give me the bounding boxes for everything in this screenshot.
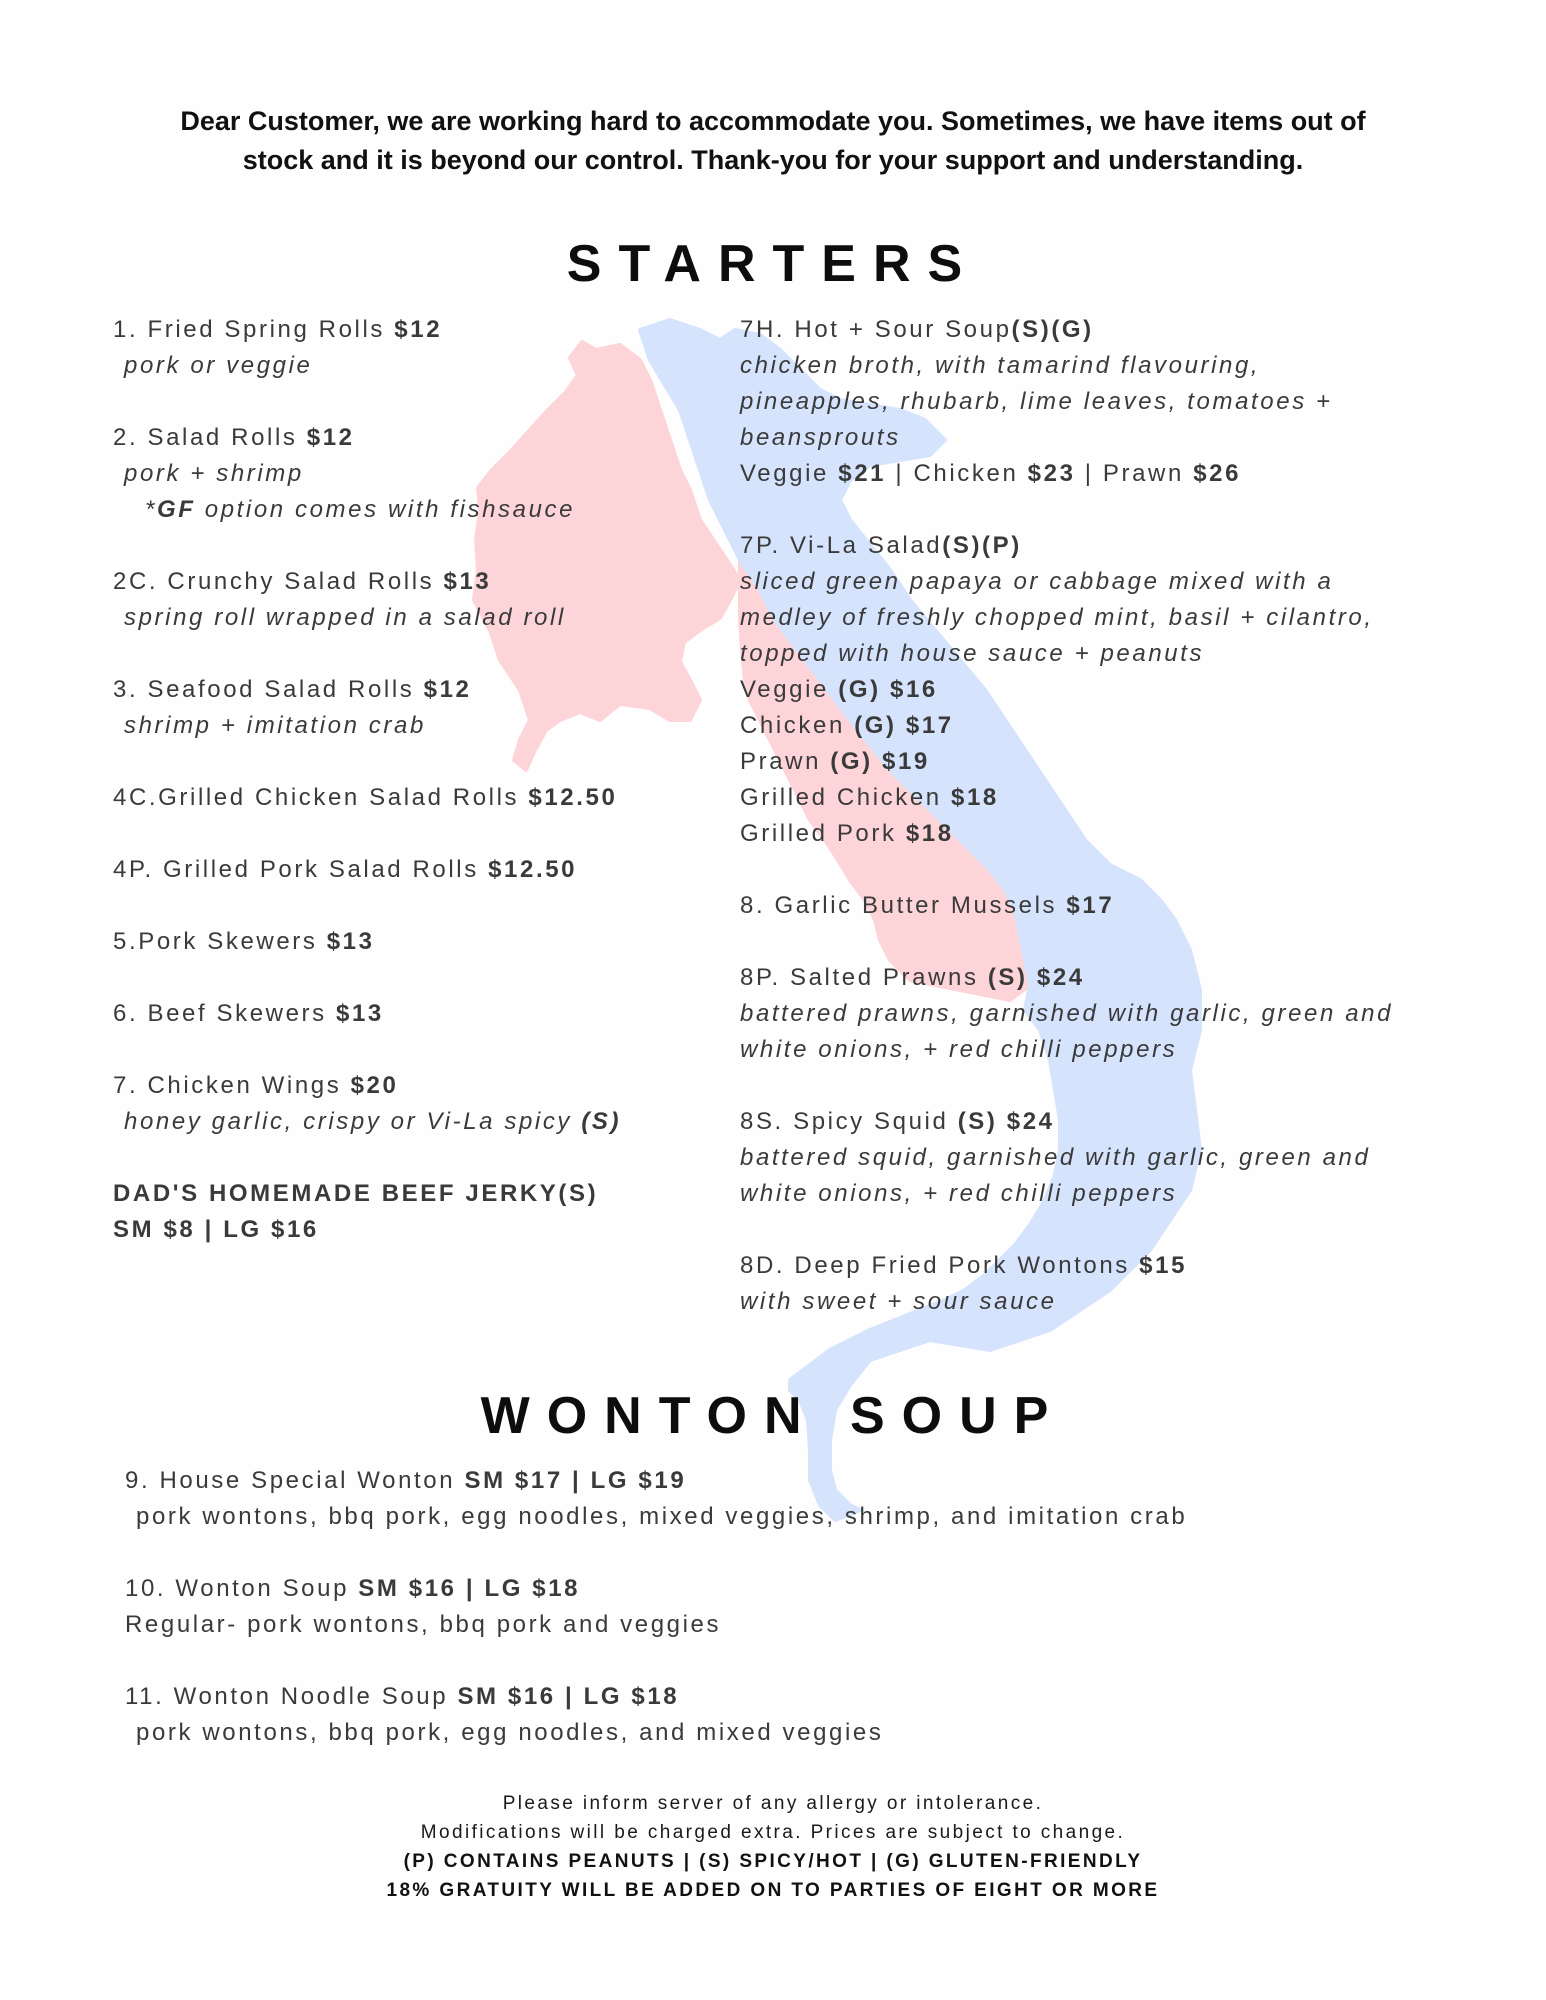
item-price: $13 [443, 568, 492, 595]
footer-gratuity-note: 18% GRATUITY WILL BE ADDED ON TO PARTIES OF EIGHT OR MORE [386, 1880, 1160, 1901]
menu-item [125, 1571, 1445, 1643]
item-description: pork wontons, bbq pork, egg noodles, mixed veggies, shrimp, and imitation crab [136, 1503, 1188, 1530]
menu-item [113, 924, 713, 960]
item-name: 8. Garlic Butter Mussels [740, 892, 1067, 919]
item-price: $12 [306, 424, 355, 451]
item-name: 4C.Grilled Chicken Salad Rolls [113, 784, 529, 811]
footer-allergy-note: Please inform server of any allergy or intolerance. [502, 1793, 1044, 1814]
item-description: sliced green papaya or cabbage mixed with a [740, 568, 1334, 595]
item-description: white onions, + red chilli peppers [740, 1036, 1178, 1063]
menu-item [113, 852, 713, 888]
item-name: 7H. Hot + Sour Soup [740, 316, 1012, 343]
menu-item [113, 312, 713, 384]
item-note: *GF option comes with fishsauce [145, 496, 576, 523]
menu-item [740, 312, 1530, 492]
menu-item [113, 996, 713, 1032]
item-description: honey garlic, crispy or Vi-La spicy (S) [124, 1108, 622, 1135]
item-name: 2C. Crunchy Salad Rolls [113, 568, 444, 595]
footer-legend: (P) CONTAINS PEANUTS | (S) SPICY/HOT | (G) GLUTEN-FRIENDLY [403, 1851, 1143, 1872]
item-tags: (S)(P) [942, 532, 1022, 559]
item-name: DAD'S HOMEMADE BEEF JERKY(S) [113, 1180, 599, 1207]
item-description: with sweet + sour sauce [740, 1288, 1057, 1315]
item-price: (S) $24 [987, 964, 1085, 991]
item-price: $12 [394, 316, 443, 343]
item-name: 10. Wonton Soup [125, 1575, 359, 1602]
menu-item [113, 672, 713, 744]
starters-heading: STARTERS [566, 235, 980, 293]
menu-item [740, 1248, 1530, 1320]
item-description: spring roll wrapped in a salad roll [124, 604, 566, 631]
item-name: 8S. Spicy Squid [740, 1108, 958, 1135]
menu-item [125, 1463, 1445, 1535]
item-description: white onions, + red chilli peppers [740, 1180, 1178, 1207]
footer-modifications-note: Modifications will be charged extra. Prices are subject to change. [420, 1822, 1126, 1843]
item-name: 11. Wonton Noodle Soup [125, 1683, 458, 1710]
item-price: SM $16 | LG $18 [358, 1575, 581, 1602]
menu-footer [0, 1789, 1546, 1905]
notice-line-2: stock and it is beyond our control. Thank-you for your support and understanding. [242, 145, 1304, 175]
item-name: 6. Beef Skewers [113, 1000, 337, 1027]
item-name: 3. Seafood Salad Rolls [113, 676, 424, 703]
starters-left-column [113, 312, 713, 1284]
item-price-options: Veggie $21 | Chicken $23 | Prawn $26 [740, 460, 1242, 487]
item-description: pork or veggie [124, 352, 313, 379]
menu-item [740, 960, 1530, 1068]
item-price: $12.50 [528, 784, 618, 811]
price-option: Prawn (G) $19 [740, 748, 930, 775]
item-name: 4P. Grilled Pork Salad Rolls [113, 856, 489, 883]
item-price: $13 [326, 928, 375, 955]
menu-item-jerky [113, 1176, 713, 1248]
item-name: 7. Chicken Wings [113, 1072, 351, 1099]
item-name: 5.Pork Skewers [113, 928, 327, 955]
item-description: pork wontons, bbq pork, egg noodles, and mixed veggies [136, 1719, 884, 1746]
item-name: 8D. Deep Fried Pork Wontons [740, 1252, 1140, 1279]
item-name: 2. Salad Rolls [113, 424, 307, 451]
menu-item [113, 780, 713, 816]
item-price: $12.50 [488, 856, 578, 883]
menu-item [113, 420, 713, 528]
item-price: SM $16 | LG $18 [457, 1683, 680, 1710]
item-description: topped with house sauce + peanuts [740, 640, 1205, 667]
item-price: $20 [350, 1072, 399, 1099]
item-price: (S) $24 [957, 1108, 1055, 1135]
item-description: pork + shrimp [124, 460, 304, 487]
price-option: Grilled Pork $18 [740, 820, 954, 847]
item-description: battered squid, garnished with garlic, green and [740, 1144, 1371, 1171]
starters-right-column [740, 312, 1530, 1356]
menu-item [740, 528, 1530, 852]
item-description: beansprouts [740, 424, 901, 451]
menu-item [125, 1679, 1445, 1751]
item-description: pineapples, rhubarb, lime leaves, tomatoes + [740, 388, 1333, 415]
menu-item [740, 888, 1530, 924]
item-price: SM $8 | LG $16 [113, 1216, 319, 1243]
item-description: shrimp + imitation crab [124, 712, 426, 739]
customer-notice [120, 102, 1426, 180]
item-price: $17 [1066, 892, 1115, 919]
item-name: 8P. Salted Prawns [740, 964, 988, 991]
menu-item [113, 564, 713, 636]
item-name: 7P. Vi-La Salad [740, 532, 943, 559]
item-description: medley of freshly chopped mint, basil + cilantro, [740, 604, 1374, 631]
item-price: $13 [336, 1000, 384, 1027]
price-option: Chicken (G) $17 [740, 712, 954, 739]
notice-line-1: Dear Customer, we are working hard to accommodate you. Sometimes, we have items out of [180, 106, 1366, 136]
item-price: $12 [423, 676, 472, 703]
wonton-soup-heading: WONTON SOUP [480, 1387, 1066, 1445]
price-option: Grilled Chicken $18 [740, 784, 999, 811]
item-description: battered prawns, garnished with garlic, green and [740, 1000, 1394, 1027]
menu-item [740, 1104, 1530, 1212]
item-price: $15 [1139, 1252, 1188, 1279]
item-name: 9. House Special Wonton [125, 1467, 465, 1494]
item-description: chicken broth, with tamarind flavouring, [740, 352, 1261, 379]
item-tags: (S)(G) [1011, 316, 1094, 343]
item-description: Regular- pork wontons, bbq pork and veggies [125, 1611, 722, 1638]
price-option: Veggie (G) $16 [740, 676, 938, 703]
item-name: 1. Fried Spring Rolls [113, 316, 395, 343]
menu-item [113, 1068, 713, 1140]
item-price: SM $17 | LG $19 [464, 1467, 687, 1494]
wonton-soup-section [125, 1463, 1445, 1787]
